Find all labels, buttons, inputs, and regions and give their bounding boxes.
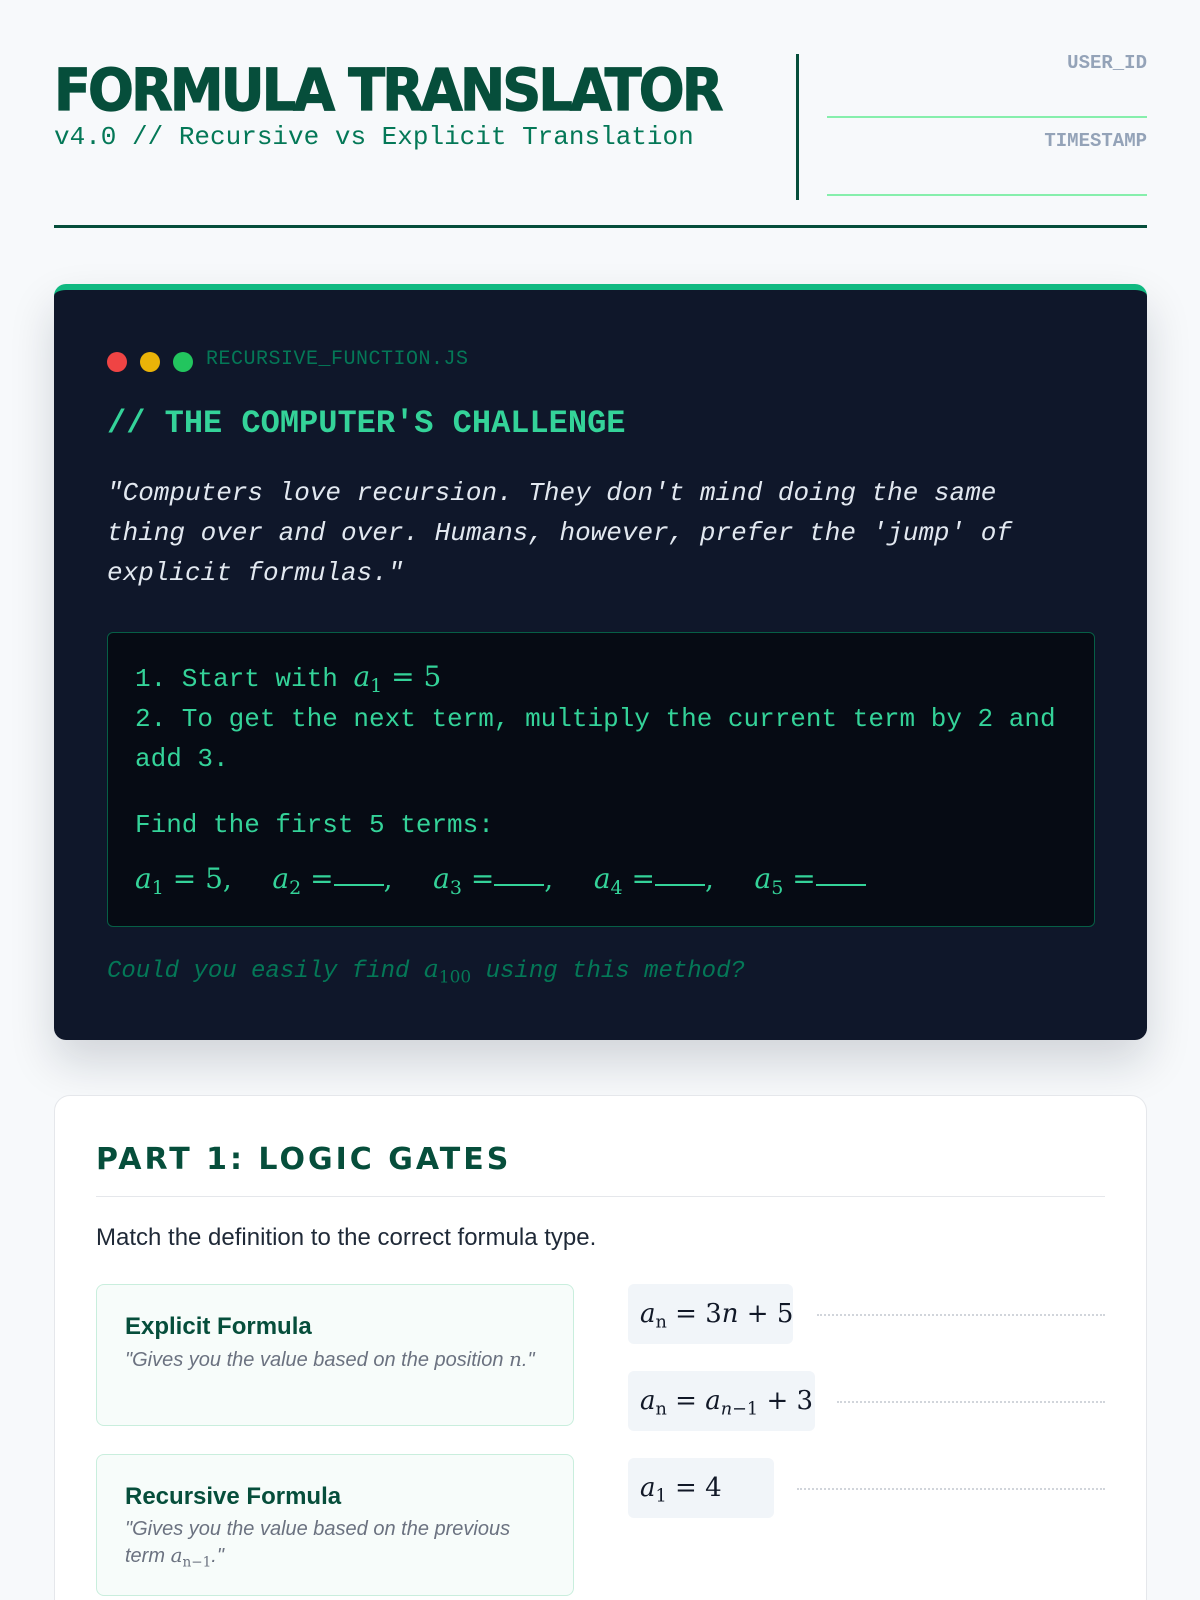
definition-card-recursive[interactable]	[96, 1454, 574, 1596]
step-1-math: $a_1 = 5$	[353, 660, 442, 698]
timestamp-field[interactable]	[827, 194, 1147, 196]
part-1-divider	[96, 1196, 1105, 1197]
user-id-field[interactable]	[827, 116, 1147, 118]
formula-chip-explicit[interactable]: $a_n = 3n + 5$	[628, 1284, 793, 1344]
terminal-card	[54, 284, 1147, 1040]
step-1-text: 1. Start with	[135, 664, 338, 694]
part-1-title: PART 1: LOGIC GATES	[96, 1142, 512, 1177]
answer-line[interactable]	[817, 1314, 1105, 1316]
challenge-quote: "Computers love recursion. They don't mind doing the same thing over and over. Humans, however, prefer the 'jump' of explicit formulas."	[107, 478, 1012, 588]
part-1-instructions: Match the definition to the correct formula type.	[96, 1224, 597, 1251]
definition-description: "Gives you the value based on the position n."	[125, 1347, 535, 1371]
term-a4[interactable]: $a_4$ = ,	[593, 862, 714, 900]
challenge-title: // THE COMPUTER'S CHALLENGE	[107, 405, 626, 442]
page-subtitle: v4.0 // Recursive vs Explicit Translation	[54, 122, 694, 152]
formula-chip-initial[interactable]: $a_1 = 4$	[628, 1458, 774, 1518]
teaser-math: $a_{100}$	[423, 954, 472, 988]
file-name: RECURSIVE_FUNCTION.JS	[206, 348, 469, 371]
term-a3[interactable]: $a_3$ = ,	[433, 862, 554, 900]
formula-chip-recursive[interactable]: $a_n = a_{n-1} + 3$	[628, 1371, 815, 1431]
timestamp-label: TIMESTAMP	[1044, 130, 1147, 152]
teaser-prefix: Could you easily find	[107, 958, 410, 985]
part-1-card	[54, 1095, 1147, 1600]
step-2: 2. To get the next term, multiply the current term by 2 and add 3.	[135, 704, 1056, 774]
answer-line[interactable]	[837, 1401, 1105, 1403]
page-title: FORMULA TRANSLATOR	[54, 56, 721, 124]
user-id-label: USER_ID	[1067, 52, 1147, 74]
window-minimize-dot	[140, 352, 160, 372]
window-close-dot	[107, 352, 127, 372]
term-a1: $a_1 = 5$,	[135, 862, 232, 900]
step-1	[135, 657, 1067, 699]
definition-title: Explicit Formula	[125, 1313, 312, 1340]
teaser-suffix: using this method?	[485, 958, 745, 985]
header-divider	[796, 54, 799, 200]
definition-card-explicit[interactable]	[96, 1284, 574, 1426]
page-header	[54, 52, 1147, 228]
term-a2[interactable]: $a_2$ = ,	[272, 862, 393, 900]
term-a5[interactable]: $a_5$ =	[755, 862, 866, 895]
problem-box	[107, 632, 1095, 927]
definition-description: "Gives you the value based on the previous term $a_{n-1}$."	[125, 1518, 511, 1571]
find-prompt: Find the first 5 terms:	[135, 810, 494, 840]
teaser-question	[107, 954, 745, 988]
answer-line[interactable]	[797, 1488, 1105, 1490]
window-maximize-dot	[173, 352, 193, 372]
definition-title: Recursive Formula	[125, 1483, 342, 1510]
terms-row	[135, 859, 1067, 901]
